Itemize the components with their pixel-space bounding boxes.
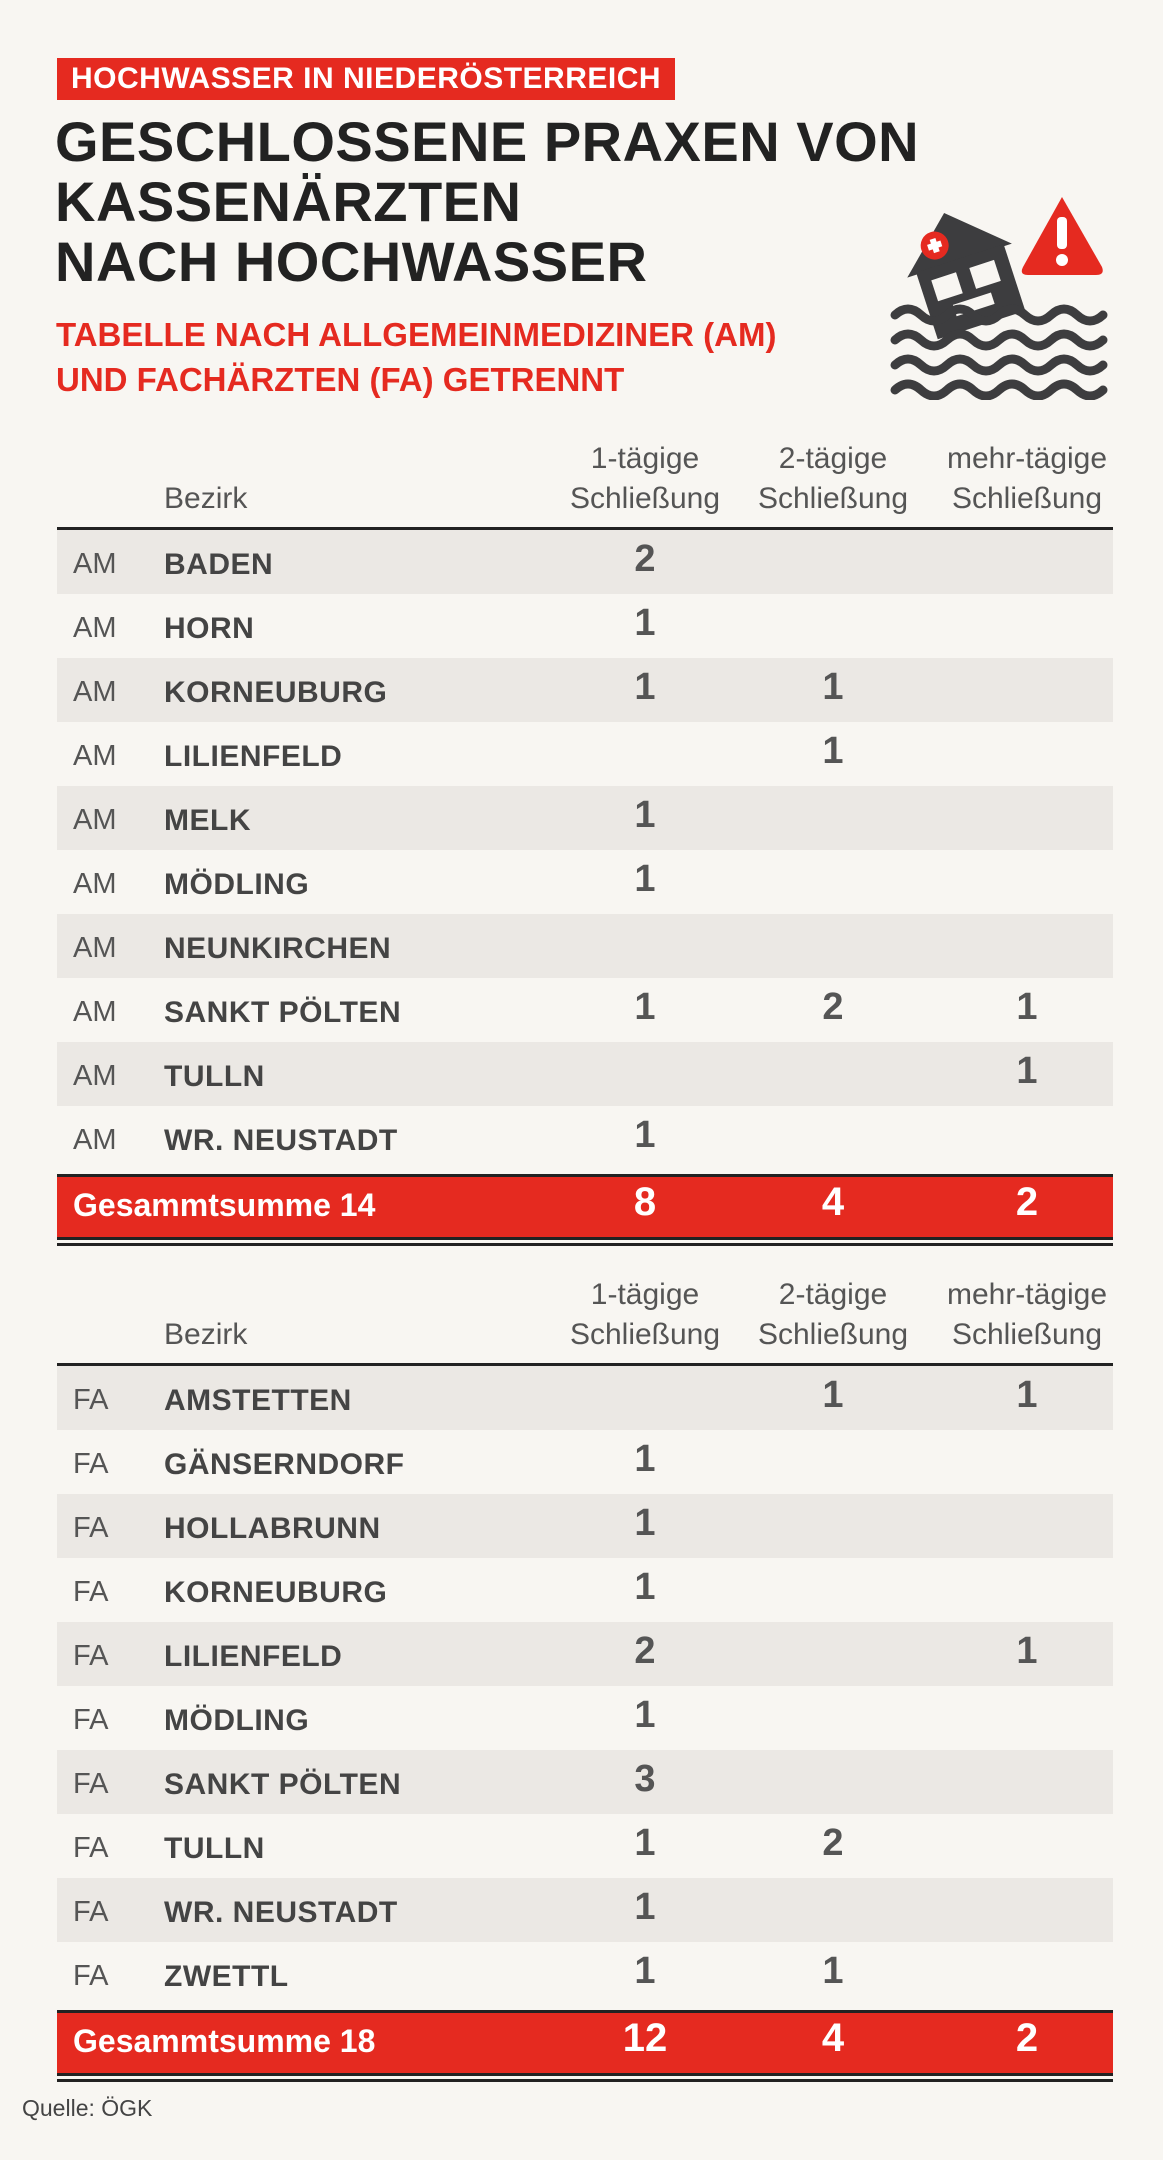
total-2-day: 4 bbox=[821, 1180, 845, 1224]
row-1-day-value: 1 bbox=[634, 1886, 656, 1928]
table-row bbox=[57, 1622, 1113, 1686]
flooded-house-warning-icon bbox=[890, 185, 1110, 400]
row-code: AM bbox=[73, 868, 117, 900]
row-bezirk: HORN bbox=[164, 612, 255, 645]
table-header bbox=[57, 440, 1113, 530]
kicker-label: HOCHWASSER IN NIEDERÖSTERREICH bbox=[57, 58, 675, 100]
divider bbox=[57, 1243, 1113, 1246]
row-1-day-value: 1 bbox=[634, 666, 656, 708]
column-header-multi-day bbox=[927, 439, 1127, 519]
row-2-day-value: 1 bbox=[822, 666, 844, 708]
row-multi-day-value: 1 bbox=[1016, 1050, 1038, 1092]
header-line: 2-tägige bbox=[778, 1278, 888, 1311]
row-bezirk: GÄNSERNDORF bbox=[164, 1448, 405, 1481]
total-row bbox=[57, 2010, 1113, 2076]
table-body bbox=[57, 530, 1113, 1170]
header-line: 1-tägige bbox=[590, 442, 700, 475]
row-bezirk: MÖDLING bbox=[164, 1704, 310, 1737]
subtitle-line: UND FACHÄRZTEN (FA) GETRENNT bbox=[56, 361, 625, 398]
water-waves-icon bbox=[895, 309, 1103, 396]
table-row bbox=[57, 786, 1113, 850]
table-row bbox=[57, 1366, 1113, 1430]
header-line: Schließung bbox=[951, 482, 1103, 515]
row-2-day-value: 1 bbox=[822, 1950, 844, 1992]
row-bezirk: MELK bbox=[164, 804, 251, 837]
column-header-multi-day bbox=[927, 1275, 1127, 1355]
table-row bbox=[57, 1686, 1113, 1750]
row-1-day-value: 2 bbox=[634, 1630, 656, 1672]
row-1-day-value: 2 bbox=[634, 538, 656, 580]
row-bezirk: AMSTETTEN bbox=[164, 1384, 352, 1417]
table-fachaerzte bbox=[57, 1276, 1113, 2082]
total-multi-day: 2 bbox=[1015, 1180, 1039, 1224]
row-2-day-value: 1 bbox=[822, 1374, 844, 1416]
subtitle bbox=[56, 312, 876, 402]
row-code: FA bbox=[73, 1640, 109, 1672]
table-row bbox=[57, 1814, 1113, 1878]
row-code: FA bbox=[73, 1960, 109, 1992]
column-header-1-day bbox=[545, 1275, 745, 1355]
row-code: AM bbox=[73, 932, 117, 964]
row-bezirk: LILIENFELD bbox=[164, 740, 343, 773]
header-line: Schließung bbox=[569, 482, 721, 515]
total-1-day: 8 bbox=[633, 1180, 657, 1224]
column-header-1-day bbox=[545, 439, 745, 519]
row-code: AM bbox=[73, 996, 117, 1028]
table-allgemeinmediziner bbox=[57, 440, 1113, 1246]
table-row bbox=[57, 850, 1113, 914]
table-row bbox=[57, 722, 1113, 786]
table-row bbox=[57, 530, 1113, 594]
column-header-2-day bbox=[733, 1275, 933, 1355]
row-bezirk: SANKT PÖLTEN bbox=[164, 996, 402, 1029]
table-row bbox=[57, 1106, 1113, 1170]
row-2-day-value: 2 bbox=[822, 1822, 844, 1864]
header-line: Schließung bbox=[569, 1318, 721, 1351]
header-line: 1-tägige bbox=[590, 1278, 700, 1311]
header-line: mehr-tägige bbox=[946, 1278, 1108, 1311]
divider bbox=[57, 2079, 1113, 2082]
table-body bbox=[57, 1366, 1113, 2006]
table-row bbox=[57, 978, 1113, 1042]
table-row bbox=[57, 658, 1113, 722]
row-1-day-value: 1 bbox=[634, 858, 656, 900]
row-1-day-value: 1 bbox=[634, 602, 656, 644]
row-code: AM bbox=[73, 1060, 117, 1092]
row-bezirk: NEUNKIRCHEN bbox=[164, 932, 392, 965]
header-line: 2-tägige bbox=[778, 442, 888, 475]
title-line: GESCHLOSSENE PRAXEN VON bbox=[55, 110, 920, 173]
row-1-day-value: 1 bbox=[634, 986, 656, 1028]
total-1-day: 12 bbox=[622, 2016, 668, 2060]
row-code: FA bbox=[73, 1896, 109, 1928]
page-title bbox=[55, 112, 1015, 292]
row-code: AM bbox=[73, 740, 117, 772]
row-bezirk: ZWETTL bbox=[164, 1960, 289, 1993]
row-1-day-value: 1 bbox=[634, 1502, 656, 1544]
header-line: mehr-tägige bbox=[946, 442, 1108, 475]
row-1-day-value: 3 bbox=[634, 1758, 656, 1800]
row-bezirk: TULLN bbox=[164, 1832, 265, 1865]
row-multi-day-value: 1 bbox=[1016, 986, 1038, 1028]
title-line: NACH HOCHWASSER bbox=[55, 230, 648, 293]
row-bezirk: TULLN bbox=[164, 1060, 265, 1093]
column-header-bezirk: Bezirk bbox=[164, 482, 248, 515]
warning-icon bbox=[1022, 197, 1103, 275]
total-2-day: 4 bbox=[821, 2016, 845, 2060]
row-code: FA bbox=[73, 1576, 109, 1608]
title-line: KASSENÄRZTEN bbox=[55, 170, 522, 233]
source-note: Quelle: ÖGK bbox=[22, 2095, 153, 2121]
row-1-day-value: 1 bbox=[634, 1822, 656, 1864]
row-1-day-value: 1 bbox=[634, 1114, 656, 1156]
row-code: FA bbox=[73, 1384, 109, 1416]
total-label: Gesammtsumme 14 bbox=[73, 1187, 376, 1223]
row-code: FA bbox=[73, 1512, 109, 1544]
row-bezirk: BADEN bbox=[164, 548, 274, 581]
header-line: Schließung bbox=[757, 1318, 909, 1351]
row-code: AM bbox=[73, 548, 117, 580]
table-row bbox=[57, 1942, 1113, 2006]
row-bezirk: KORNEUBURG bbox=[164, 676, 388, 709]
subtitle-line: TABELLE NACH ALLGEMEINMEDIZINER (AM) bbox=[56, 316, 777, 353]
row-code: AM bbox=[73, 612, 117, 644]
row-1-day-value: 1 bbox=[634, 1438, 656, 1480]
header-line: Schließung bbox=[757, 482, 909, 515]
house-icon bbox=[892, 196, 1033, 342]
total-row bbox=[57, 1174, 1113, 1240]
column-header-2-day bbox=[733, 439, 933, 519]
header-line: Schließung bbox=[951, 1318, 1103, 1351]
row-code: FA bbox=[73, 1704, 109, 1736]
row-1-day-value: 1 bbox=[634, 1566, 656, 1608]
table-row bbox=[57, 914, 1113, 978]
row-code: AM bbox=[73, 1124, 117, 1156]
row-2-day-value: 1 bbox=[822, 730, 844, 772]
row-bezirk: SANKT PÖLTEN bbox=[164, 1768, 402, 1801]
row-bezirk: HOLLABRUNN bbox=[164, 1512, 381, 1545]
total-label: Gesammtsumme 18 bbox=[73, 2023, 376, 2059]
table-row bbox=[57, 1494, 1113, 1558]
row-bezirk: WR. NEUSTADT bbox=[164, 1896, 398, 1929]
row-1-day-value: 1 bbox=[634, 794, 656, 836]
row-code: FA bbox=[73, 1768, 109, 1800]
table-row bbox=[57, 1430, 1113, 1494]
row-code: FA bbox=[73, 1832, 109, 1864]
row-2-day-value: 2 bbox=[822, 986, 844, 1028]
row-code: AM bbox=[73, 676, 117, 708]
table-row bbox=[57, 594, 1113, 658]
row-1-day-value: 1 bbox=[634, 1950, 656, 1992]
row-bezirk: LILIENFELD bbox=[164, 1640, 343, 1673]
table-row bbox=[57, 1558, 1113, 1622]
row-code: AM bbox=[73, 804, 117, 836]
row-bezirk: MÖDLING bbox=[164, 868, 310, 901]
table-row bbox=[57, 1042, 1113, 1106]
row-bezirk: KORNEUBURG bbox=[164, 1576, 388, 1609]
row-bezirk: WR. NEUSTADT bbox=[164, 1124, 398, 1157]
column-header-bezirk: Bezirk bbox=[164, 1318, 248, 1351]
table-header bbox=[57, 1276, 1113, 1366]
row-multi-day-value: 1 bbox=[1016, 1630, 1038, 1672]
table-row bbox=[57, 1750, 1113, 1814]
row-1-day-value: 1 bbox=[634, 1694, 656, 1736]
table-row bbox=[57, 1878, 1113, 1942]
row-multi-day-value: 1 bbox=[1016, 1374, 1038, 1416]
row-code: FA bbox=[73, 1448, 109, 1480]
total-multi-day: 2 bbox=[1015, 2016, 1039, 2060]
